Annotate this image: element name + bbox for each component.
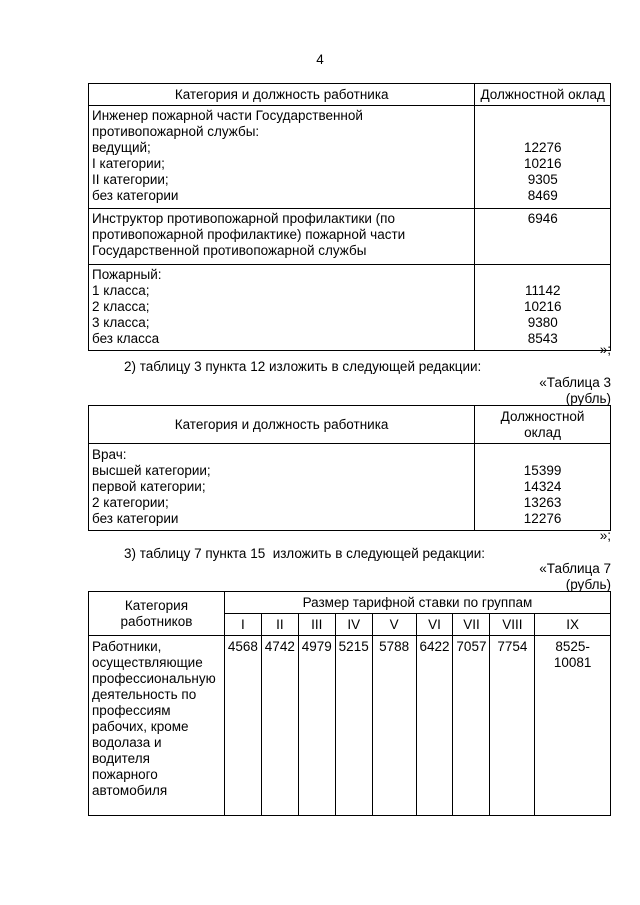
category-line: пожарного (92, 767, 158, 782)
table7-header-category (89, 592, 225, 636)
category-line: Пожарный: (92, 267, 162, 282)
table3-unit: (рубль) (565, 391, 611, 406)
category-line: рабочих, кроме (92, 719, 189, 734)
table7-header-groups: Размер тарифной ставки по группам (224, 592, 610, 614)
rate-value: 5788 (372, 636, 416, 816)
category-line: Врач: (92, 447, 127, 462)
salary-table-doctor (88, 405, 611, 531)
group-header: I (224, 614, 261, 636)
group-header: IX (535, 614, 611, 636)
salary-value: 15399 (523, 463, 562, 478)
rate-ix-line1: 8525- (555, 639, 590, 654)
group-header: IV (335, 614, 372, 636)
category-line: высшей категории; (92, 463, 211, 478)
salary-value: 8543 (527, 331, 558, 346)
salary-value (475, 108, 610, 124)
category-line: без категории (92, 511, 179, 526)
table7-header-category-line2: работников (120, 613, 193, 629)
rate-value: 4568 (224, 636, 261, 816)
table3-header-salary-line2: оклад (524, 424, 561, 440)
category-line: профессиональную (92, 671, 216, 686)
table1-header-salary: Должностной оклад (475, 84, 611, 106)
category-line: противопожарной службы: (92, 124, 260, 139)
category-line: деятельность по (92, 687, 197, 702)
category-line: Инженер пожарной части Государственной (92, 108, 363, 123)
salary-value: 11142 (524, 283, 561, 298)
rate-value: 4742 (261, 636, 298, 816)
rate-value: 4979 (298, 636, 335, 816)
category-line: II категории; (92, 172, 169, 187)
category-line: 2 класса; (92, 299, 150, 314)
category-line: Работники, (92, 639, 162, 654)
salary-table-firefighting (88, 83, 611, 351)
salary-value: 8469 (527, 188, 558, 203)
category-line: 3 класса; (92, 315, 150, 330)
table-row (89, 265, 611, 351)
table-row (89, 636, 611, 816)
group-header: VIII (490, 614, 535, 636)
category-line: автомобиля (92, 783, 168, 798)
paragraph-3: 3) таблицу 7 пункта 15 изложить в следующей редакции: (124, 546, 486, 561)
table1-header-category: Категория и должность работника (89, 84, 475, 106)
rate-value: 5215 (335, 636, 372, 816)
paragraph-2: 2) таблицу 3 пункта 12 изложить в следующей редакции: (124, 359, 482, 374)
salary-value: 10216 (523, 156, 562, 171)
category-line: I категории; (92, 156, 165, 171)
table7-header-category-line1: Категория (124, 597, 189, 613)
table3-closing-quote: »; (599, 528, 611, 543)
category-line: Государственной противопожарной службы (92, 243, 367, 258)
category-line: без класса (92, 331, 160, 346)
table3-header-category: Категория и должность работника (89, 406, 475, 444)
group-header: VI (416, 614, 453, 636)
salary-value (475, 124, 610, 140)
table-row (89, 444, 611, 531)
table-row (89, 106, 611, 209)
salary-value: 12276 (523, 511, 562, 526)
category-line: осуществляющие (92, 655, 203, 670)
group-header: II (261, 614, 298, 636)
table1-closing-quote: »; (599, 342, 611, 357)
salary-value (475, 267, 610, 283)
table7-title: «Таблица 7 (539, 561, 611, 576)
category-line: Инструктор противопожарной профилактики (по (92, 211, 395, 226)
category-line: противопожарной профилактике) пожарной части (92, 227, 406, 242)
salary-value: 13263 (523, 495, 562, 510)
salary-value: 9380 (527, 315, 558, 330)
category-line: водолаза и (92, 735, 162, 750)
group-header: III (298, 614, 335, 636)
group-header: VII (453, 614, 490, 636)
table3-title: «Таблица 3 (539, 375, 611, 390)
category-line: ведущий; (92, 140, 151, 155)
table7-unit: (рубль) (565, 577, 611, 592)
rate-value: 7754 (490, 636, 535, 816)
rate-ix-line2: 10081 (553, 655, 592, 670)
page-number: 4 (316, 52, 324, 67)
rate-value-ix (535, 636, 611, 816)
salary-value (475, 447, 610, 463)
group-header: V (372, 614, 416, 636)
table3-header-salary (475, 406, 611, 444)
category-line: первой категории; (92, 479, 206, 494)
salary-value: 14324 (523, 479, 562, 494)
salary-value: 9305 (527, 172, 558, 187)
rate-value: 7057 (453, 636, 490, 816)
salary-value: 12276 (523, 140, 562, 155)
table3-header-salary-line1: Должностной (500, 408, 585, 424)
tariff-rate-table (88, 591, 611, 816)
category-line: 1 класса; (92, 283, 150, 298)
salary-value: 10216 (523, 299, 562, 314)
category-line: профессиям (92, 703, 171, 718)
category-line: 2 категории; (92, 495, 169, 510)
table-row (89, 209, 611, 265)
category-line: без категории (92, 188, 179, 203)
category-line: водителя (92, 751, 150, 766)
rate-value: 6422 (416, 636, 453, 816)
salary-value: 6946 (527, 211, 558, 226)
